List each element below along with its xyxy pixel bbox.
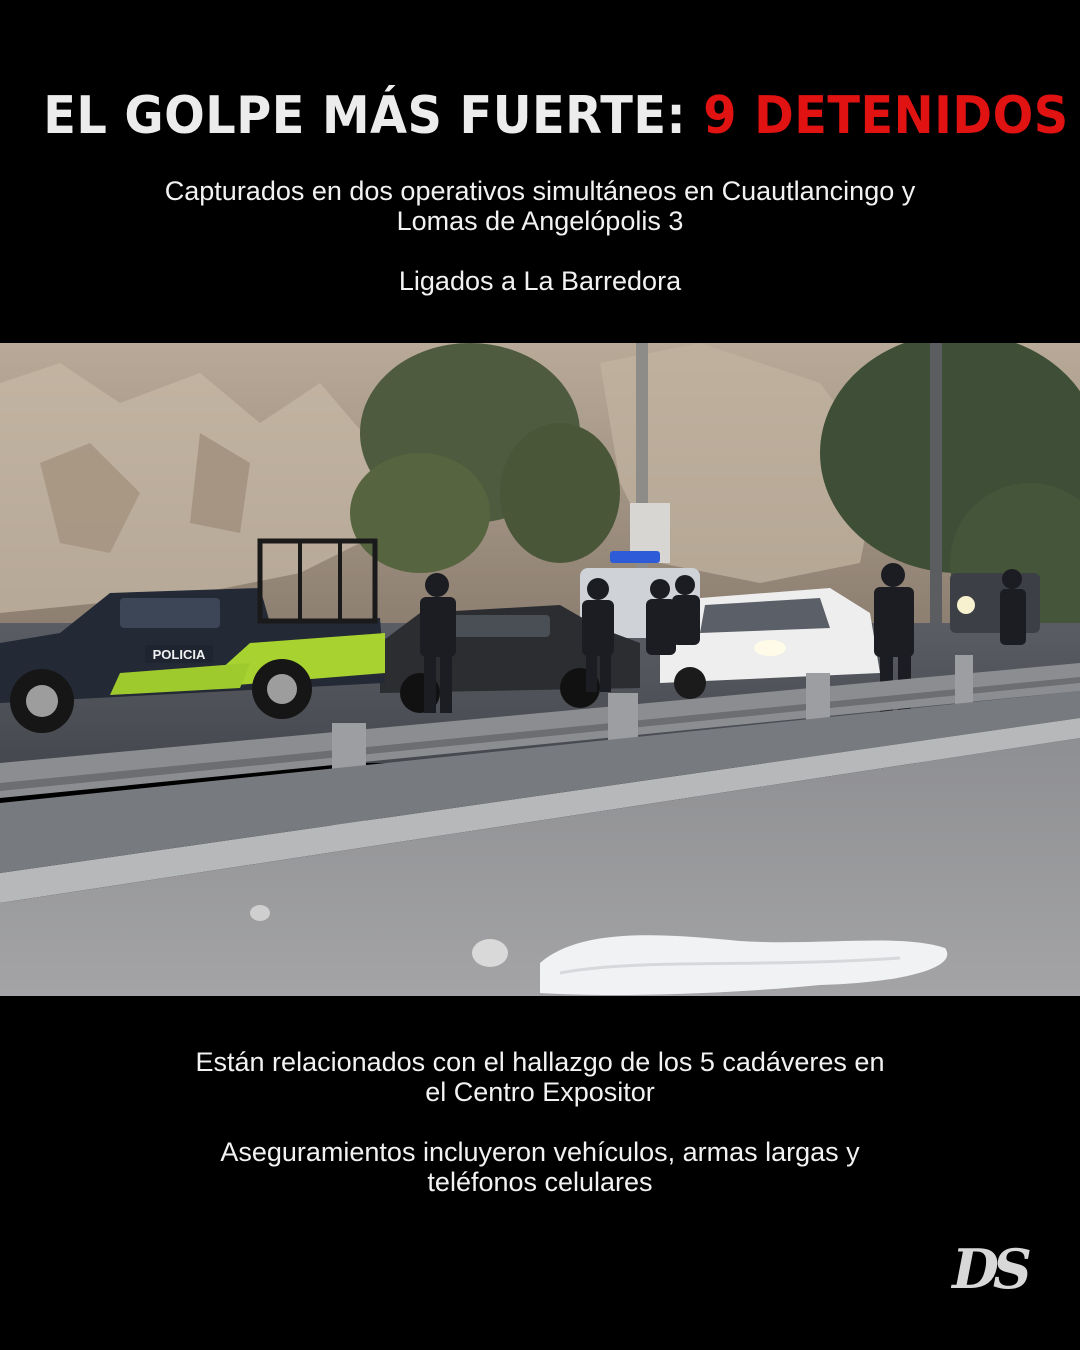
body-paragraph-1: Están relacionados con el hallazgo de los 5 cadáveres en el Centro Expositor xyxy=(195,1047,885,1107)
headline xyxy=(43,86,1069,146)
vehicle-label: POLICIA xyxy=(152,647,206,662)
news-photo xyxy=(0,343,1080,996)
headline-highlight: 9 DETENIDOS xyxy=(703,86,1069,146)
body-paragraph-2: Aseguramientos incluyeron vehículos, armas largas y teléfonos celulares xyxy=(220,1137,860,1197)
subtitle-link: Ligados a La Barredora xyxy=(398,266,682,296)
police-scene-illustration xyxy=(0,343,1080,996)
headline-prefix: EL GOLPE MÁS FUERTE: xyxy=(43,86,704,146)
ds-logo: DS xyxy=(952,1237,1026,1301)
subtitle-location: Capturados en dos operativos simultáneos en Cuautlancingo y Lomas de Angelópolis 3 xyxy=(164,176,916,236)
